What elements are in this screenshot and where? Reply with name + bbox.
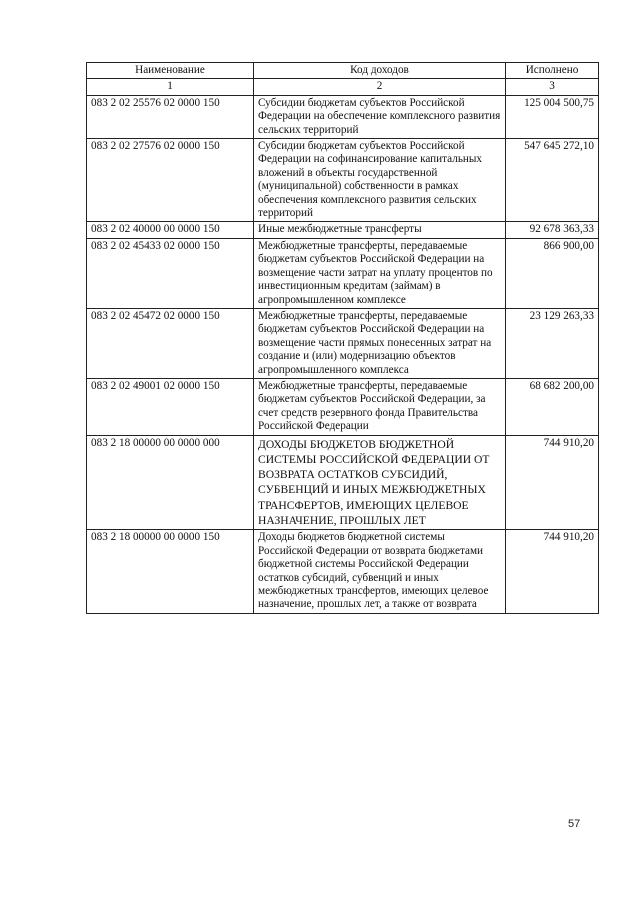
table-header-row (87, 63, 599, 79)
revenue-name: ДОХОДЫ БЮДЖЕТОВ БЮДЖЕТНОЙ СИСТЕМЫ РОССИЙСКОЙ ФЕДЕРАЦИИ ОТ ВОЗВРАТА ОСТАТКОВ СУБСИДИЙ, СУБВЕНЦИЙ И ИНЫХ МЕЖБЮДЖЕТНЫХ ТРАНСФЕРТОВ, ИМЕЮЩИХ ЦЕЛЕВОЕ НАЗНАЧЕНИЕ, ПРОШЛЫХ ЛЕТ (254, 435, 506, 530)
table-row (87, 139, 599, 222)
revenue-name: Межбюджетные трансферты, передаваемые бюджетам субъектов Российской Федерации на возмещение части затрат на уплату процентов по инвестиционным кредитам (займам) в агропромышленном комплексе (254, 238, 506, 308)
revenue-name: Межбюджетные трансферты, передаваемые бюджетам субъектов Российской Федерации на возмещение части прямых понесенных затрат на создание и (или) модернизацию объектов агропромышленного комплекса (254, 308, 506, 378)
table-row (87, 308, 599, 378)
revenue-code: 083 2 02 40000 00 0000 150 (87, 222, 254, 238)
revenue-code: 083 2 02 25576 02 0000 150 (87, 95, 254, 138)
revenue-name: Субсидии бюджетам субъектов Российской Федерации на софинансирование капитальных вложений в объекты государственной (муниципальной) собственности в рамках обеспечения комплексного развития сельских территорий (254, 139, 506, 222)
column-number-2: 2 (254, 79, 506, 95)
header-executed: Исполнено (506, 63, 599, 79)
column-number-3: 3 (506, 79, 599, 95)
revenue-amount: 744 910,20 (506, 530, 599, 613)
revenue-code: 083 2 18 00000 00 0000 000 (87, 435, 254, 530)
revenue-name: Доходы бюджетов бюджетной системы Российской Федерации от возврата бюджетами бюджетной системы Российской Федерации остатков субсидий, субвенций и иных межбюджетных трансфертов, имеющих целевое назначение, прошлых лет, а также от возврата (254, 530, 506, 613)
revenue-code: 083 2 18 00000 00 0000 150 (87, 530, 254, 613)
revenue-amount: 68 682 200,00 (506, 378, 599, 435)
page-number: 57 (568, 818, 581, 830)
revenue-name: Иные межбюджетные трансферты (254, 222, 506, 238)
revenue-code: 083 2 02 45472 02 0000 150 (87, 308, 254, 378)
revenue-code: 083 2 02 45433 02 0000 150 (87, 238, 254, 308)
column-number-1: 1 (87, 79, 254, 95)
table-row (87, 435, 599, 530)
revenue-code: 083 2 02 49001 02 0000 150 (87, 378, 254, 435)
header-name: Наименование (87, 63, 254, 79)
revenue-amount: 92 678 363,33 (506, 222, 599, 238)
revenue-amount: 866 900,00 (506, 238, 599, 308)
revenue-name: Субсидии бюджетам субъектов Российской Федерации на обеспечение комплексного развития сельских территорий (254, 95, 506, 138)
revenue-amount: 744 910,20 (506, 435, 599, 530)
revenue-name: Межбюджетные трансферты, передаваемые бюджетам субъектов Российской Федерации, за счет средств резервного фонда Правительства Российской Федерации (254, 378, 506, 435)
table-row (87, 95, 599, 138)
table-row (87, 530, 599, 613)
revenue-amount: 23 129 263,33 (506, 308, 599, 378)
table-row (87, 378, 599, 435)
table-row (87, 222, 599, 238)
table-row (87, 238, 599, 308)
header-code: Код доходов (254, 63, 506, 79)
revenue-amount: 547 645 272,10 (506, 139, 599, 222)
table-column-numbers-row (87, 79, 599, 95)
revenue-table (86, 62, 599, 614)
revenue-code: 083 2 02 27576 02 0000 150 (87, 139, 254, 222)
revenue-amount: 125 004 500,75 (506, 95, 599, 138)
